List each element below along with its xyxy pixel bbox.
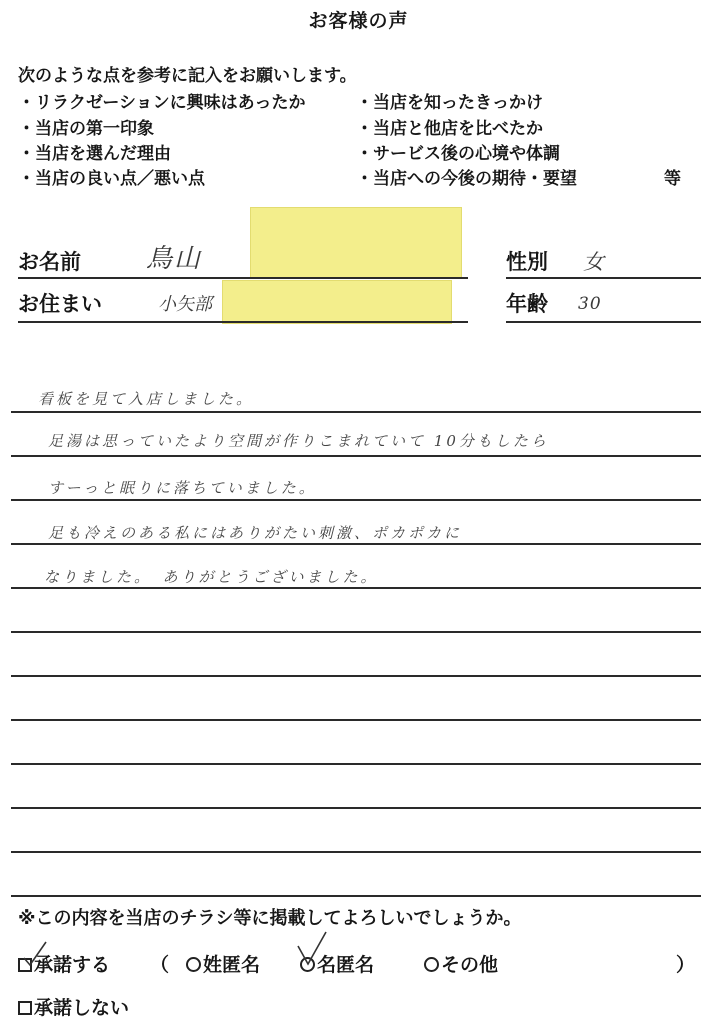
ruled-line (11, 455, 701, 457)
agree-label: 承諾する (34, 954, 111, 976)
ruled-line (11, 763, 701, 765)
ruled-line (11, 411, 701, 413)
name-redaction (250, 207, 462, 279)
gender-underline (506, 277, 701, 279)
gender-label: 性別 (506, 250, 548, 274)
age-label: 年齢 (506, 292, 548, 316)
disagree-checkbox[interactable] (18, 1001, 32, 1015)
ruled-line (11, 807, 701, 809)
ruled-line (11, 543, 701, 545)
real-name-option[interactable] (186, 950, 260, 977)
open-paren: （ (150, 954, 170, 976)
comment-line: 足湯は思っていたより空間が作りこまれていて 10分もしたら (48, 432, 549, 450)
ruled-line (11, 851, 701, 853)
real-name-radio[interactable] (186, 957, 201, 972)
ruled-line (11, 587, 701, 589)
anonymous-check-mark-icon (294, 928, 330, 968)
comment-line: すーっと眠りに落ちていました。 (48, 479, 317, 497)
intro-text: 次のような点を参考に記入をお願いします。 (18, 66, 357, 86)
form-title: お客様の声 (308, 10, 409, 32)
prompt-suffix: 等 (664, 169, 681, 189)
close-paren: ） (676, 954, 696, 976)
prompt-item: ・サービス後の心境や体調 (356, 144, 560, 164)
name-value: 鳥山 (146, 244, 203, 274)
prompt-item: ・当店の良い点／悪い点 (18, 169, 205, 189)
real-name-label: 姓匿名 (203, 954, 261, 976)
address-value: 小矢部 (158, 294, 212, 315)
agree-check-mark-icon (20, 938, 50, 968)
other-radio[interactable] (424, 957, 439, 972)
prompt-item: ・当店の第一印象 (18, 119, 154, 139)
name-label: お名前 (18, 250, 81, 274)
comment-line: 足も冷えのある私にはありがたい刺激、ポカポカに (48, 524, 463, 542)
disagree-option[interactable] (18, 993, 129, 1020)
prompt-item: ・当店を選んだ理由 (18, 144, 171, 164)
age-underline (506, 321, 701, 323)
age-value: 30 (578, 294, 602, 314)
prompt-item: ・当店と他店を比べたか (356, 119, 543, 139)
anonymous-label: 名匿名 (317, 954, 375, 976)
ruled-line (11, 631, 701, 633)
prompt-item: ・当店への今後の期待・要望 (356, 169, 577, 189)
ruled-line (11, 499, 701, 501)
other-option[interactable] (424, 950, 498, 977)
address-underline (18, 321, 468, 323)
name-underline (18, 277, 468, 279)
prompt-item: ・リラクゼーションに興味はあったか (18, 93, 306, 113)
ruled-line (11, 719, 701, 721)
comment-line: 看板を見て入店しました。 (38, 390, 255, 408)
prompt-item: ・当店を知ったきっかけ (356, 93, 543, 113)
gender-value: 女 (583, 250, 606, 274)
ruled-line (11, 895, 701, 897)
address-redaction (222, 280, 452, 324)
ruled-line (11, 675, 701, 677)
other-label: その他 (441, 954, 499, 976)
disagree-label: 承諾しない (34, 997, 130, 1019)
address-label: お住まい (18, 292, 102, 316)
consent-question: ※この内容を当店のチラシ等に掲載してよろしいでしょうか。 (18, 908, 522, 929)
comment-line: なりました。 ありがとうございました。 (44, 568, 379, 586)
